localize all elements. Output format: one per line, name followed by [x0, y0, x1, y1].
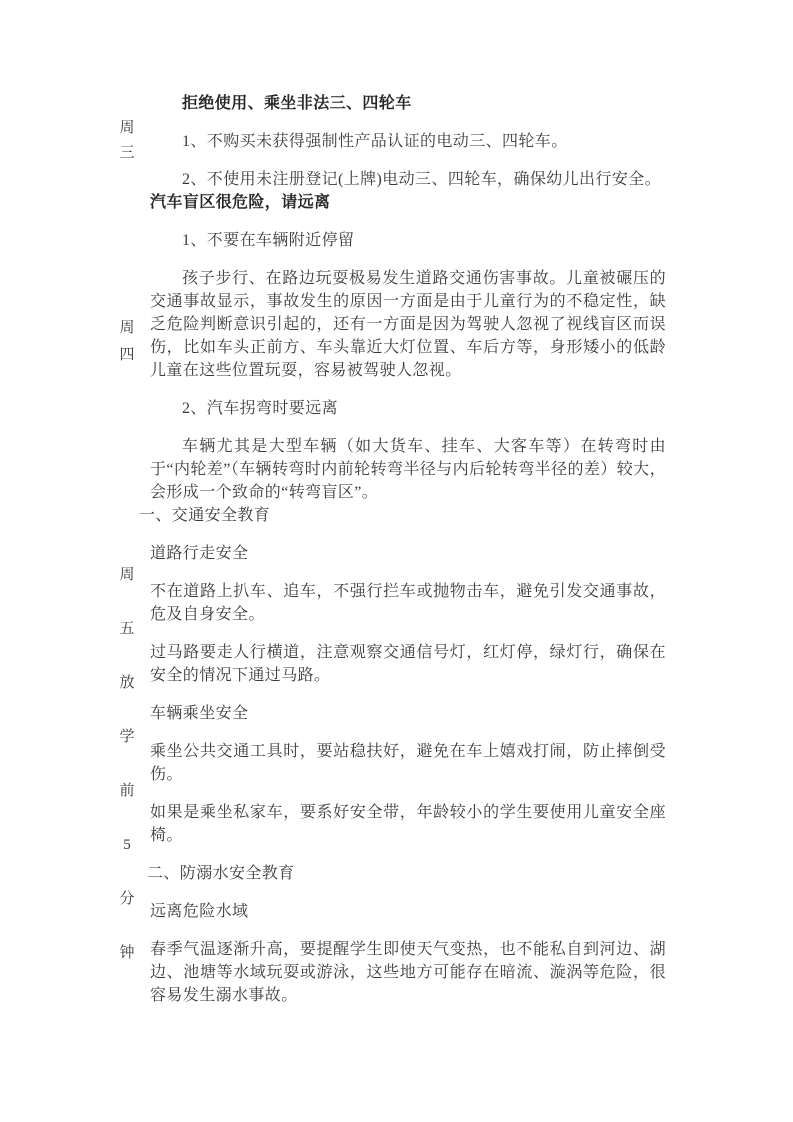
- section-heading: 一、交通安全教育: [139, 507, 271, 524]
- margin-label-wednesday: 周 三: [119, 120, 135, 161]
- paragraph: 不在道路上扒车、追车，不强行拦车或抛物击车，避免引发交通事故，危及自身安全。: [150, 583, 666, 623]
- paragraph: 过马路要走人行横道，注意观察交通信号灯，红灯停，绿灯行，确保在安全的情况下通过马路。: [150, 644, 666, 684]
- list-item: 1、不购买未获得强制性产品认证的电动三、四轮车。: [182, 133, 568, 150]
- list-item: 2、汽车拐弯时要远离: [182, 400, 339, 417]
- list-item: 2、不使用未注册登记(上牌)电动三、四轮车，确保幼儿出行安全。: [182, 171, 662, 188]
- margin-label-thursday: 周 四: [119, 320, 135, 363]
- list-item: 1、不要在车辆附近停留: [182, 232, 355, 249]
- subsection-heading: 道路行走安全: [150, 545, 249, 562]
- subsection-heading: 车辆乘坐安全: [150, 705, 249, 722]
- bold-heading: 汽车盲区很危险，请远离: [150, 194, 331, 211]
- section-heading: 二、防溺水安全教育: [147, 865, 295, 882]
- subsection-heading: 远离危险水域: [150, 903, 249, 920]
- paragraph: 孩子步行、在路边玩耍极易发生道路交通伤害事故。儿童被碾压的交通事故显示，事故发生的原因一方面是由于儿童行为的不稳定性，缺乏危险判断意识引起的，还有一方面是因为驾驶人忽视了视线盲区而误伤，比如车头正前方、车头靠近大灯位置、车后方等，身形矮小的低龄儿童在这些位置玩耍，容易被驾驶人忽视。: [150, 270, 666, 379]
- doc-title: 拒绝使用、乘坐非法三、四轮车: [182, 95, 412, 112]
- paragraph: 如果是乘坐私家车，要系好安全带，年龄较小的学生要使用儿童安全座椅。: [150, 804, 666, 844]
- paragraph: 乘坐公共交通工具时，要站稳扶好，避免在车上嬉戏打闹，防止摔倒受伤。: [150, 743, 666, 783]
- paragraph: 春季气温逐渐升高，要提醒学生即使天气变热，也不能私自到河边、湖边、池塘等水域玩耍或游泳，这些地方可能存在暗流、漩涡等危险，很容易发生溺水事故。: [150, 941, 666, 1004]
- margin-label-friday-5min: 周 五 放 学 前 5 分 钟: [119, 567, 135, 961]
- paragraph: 车辆尤其是大型车辆（如大货车、挂车、大客车等）在转弯时由于“内轮差”（车辆转弯时内前轮转弯半径与内后轮转弯半径的差）较大，会形成一个致命的“转弯盲区”。: [150, 438, 666, 501]
- body-column: [139, 92, 666, 1007]
